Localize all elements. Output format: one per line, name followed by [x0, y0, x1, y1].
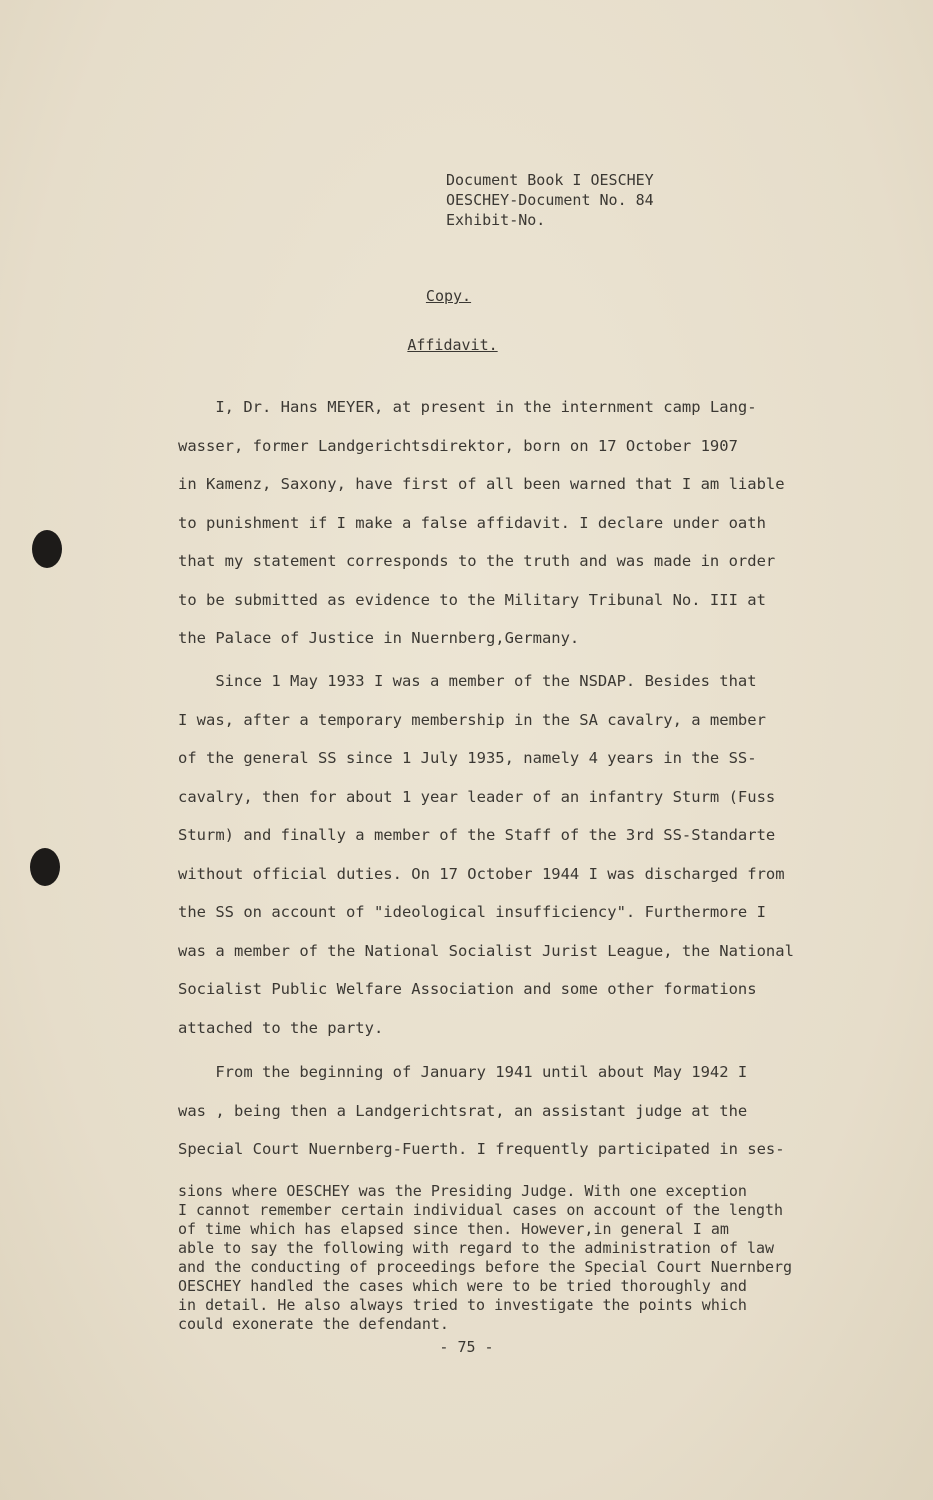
text-line: was a member of the National Socialist Jurist League, the National: [178, 941, 794, 960]
text-line: in detail. He also always tried to investigate the points which: [178, 1296, 747, 1314]
text-line: of the general SS since 1 July 1935, namely 4 years in the SS-: [178, 749, 757, 767]
punch-hole: [32, 530, 62, 568]
header-line: Exhibit-No.: [446, 211, 546, 229]
text-line: in Kamenz, Saxony, have first of all been warned that I am liable: [178, 475, 785, 493]
text-line: cavalry, then for about 1 year leader of an infantry Sturm (Fuss: [178, 787, 776, 806]
copy-label: Copy.: [425, 287, 472, 305]
text-line: attached to the party.: [178, 1018, 384, 1037]
document-header: [446, 170, 654, 230]
paragraph-2: [178, 672, 818, 1057]
text-line: was , being then a Landgerichtsrat, an assistant judge at the: [178, 1101, 748, 1120]
text-line: wasser, former Landgerichtsdirektor, born on 17 October 1907: [178, 436, 738, 455]
text-line: that my statement corresponds to the truth and was made in order: [178, 552, 776, 570]
text-line: Special Court Nuernberg-Fuerth. I frequently participated in ses-: [178, 1140, 785, 1158]
text-line: to be submitted as evidence to the Military Tribunal No. III at: [178, 590, 766, 609]
paragraph-3: [178, 1063, 818, 1179]
paragraph-1: [178, 398, 818, 668]
text-line: From the beginning of January 1941 until about May 1942 I: [178, 1063, 748, 1081]
text-line: Sturm) and finally a member of the Staff of the 3rd SS-Standarte: [178, 826, 776, 844]
text-line: could exonerate the defendant.: [178, 1315, 449, 1333]
document-title: Affidavit.: [407, 336, 498, 354]
header-line: OESCHEY-Document No. 84: [446, 191, 654, 209]
text-line: and the conducting of proceedings before the Special Court Nuernberg: [178, 1258, 793, 1276]
text-line: without official duties. On 17 October 1944 I was discharged from: [178, 864, 785, 883]
text-line: to punishment if I make a false affidavit. I declare under oath: [178, 513, 766, 532]
page-number: - 75 -: [439, 1338, 494, 1356]
text-line: able to say the following with regard to the administration of law: [178, 1239, 775, 1257]
text-line: the Palace of Justice in Nuernberg,Germany.: [178, 629, 580, 647]
text-line: Since 1 May 1933 I was a member of the NSDAP. Besides that: [178, 672, 757, 690]
text-line: the SS on account of "ideological insufficiency". Furthermore I: [178, 903, 766, 921]
text-line: I cannot remember certain individual cases on account of the length: [178, 1201, 784, 1219]
text-line: of time which has elapsed since then. However,in general I am: [178, 1220, 729, 1238]
punch-hole: [30, 848, 60, 886]
header-line: Document Book I OESCHEY: [446, 171, 654, 189]
text-line: Socialist Public Welfare Association and some other formations: [178, 980, 757, 998]
paragraph-4: [178, 1182, 818, 1334]
text-line: sions where OESCHEY was the Presiding Judge. With one exception: [178, 1182, 747, 1200]
text-line: I was, after a temporary membership in the SA cavalry, a member: [178, 710, 766, 729]
text-line: I, Dr. Hans MEYER, at present in the internment camp Lang-: [178, 398, 757, 416]
text-line: OESCHEY handled the cases which were to be tried thoroughly and: [178, 1277, 747, 1295]
